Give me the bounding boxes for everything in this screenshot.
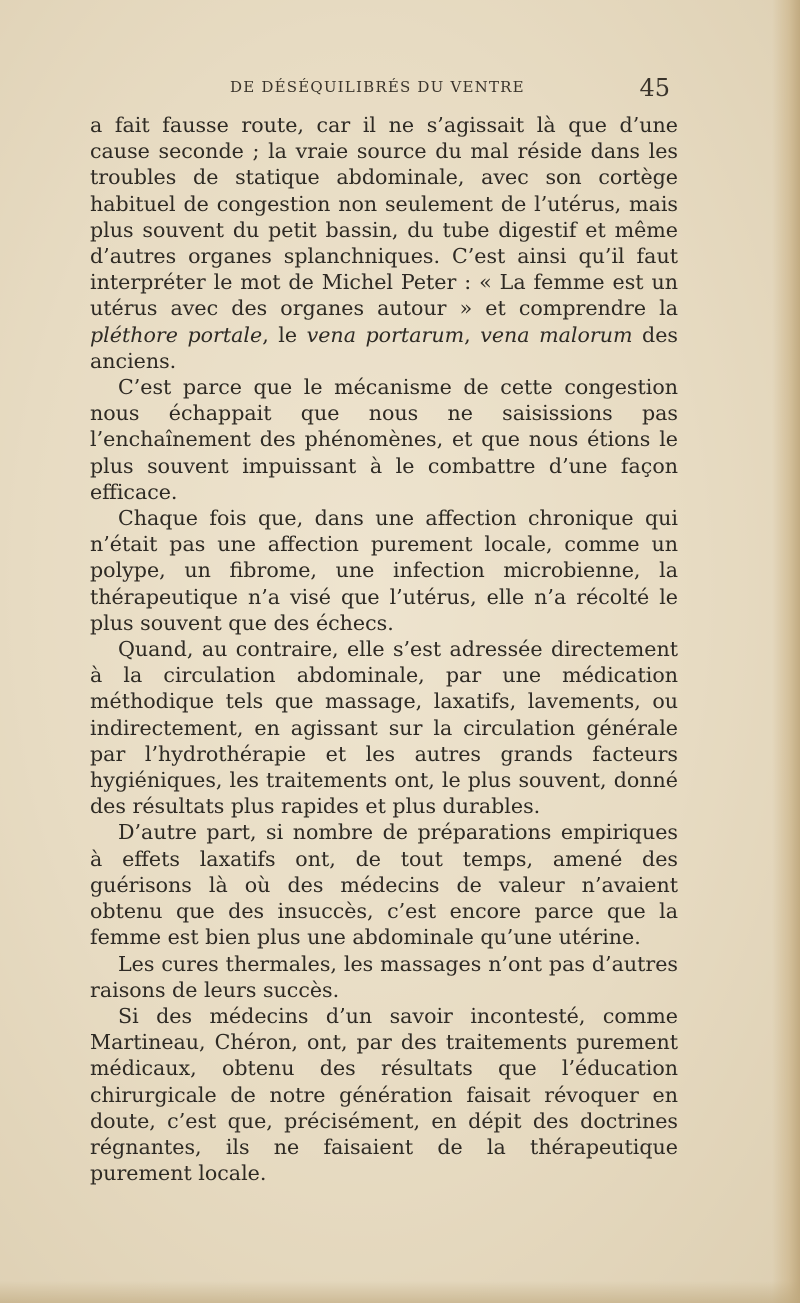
page-number: 45 (639, 74, 670, 102)
paragraph-7: Si des médecins d’un savoir incontesté, comme Martineau, Chéron, ont, par des traitements purement médicaux, obtenu des résultats que l’éducation chirurgicale de notre génération faisait révoquer en doute, c’est que, précisément, en dépit des doctrines régnantes, ils ne faisaient de la thérapeutique purement locale. (90, 1003, 678, 1186)
paragraph-6: Les cures thermales, les massages n’ont pas d’autres raisons de leurs succès. (90, 951, 678, 1002)
paragraph-3: Chaque fois que, dans une affection chronique qui n’était pas une affection purement locale, comme un polype, un fibrome, une infection microbienne, la thérapeutique n’a visé que l’utérus, elle n’a récolté le plus souvent que des échecs. (90, 506, 678, 635)
page-edge-shadow (772, 0, 800, 1303)
page-bottom-shadow (0, 1281, 800, 1303)
paragraph-5: D’autre part, si nombre de préparations empiriques à effets laxatifs ont, de tout temps, amené des guérisons là où des médecins de valeur n’avaient obtenu que des insuccès, c’est encore parce que la femme est bien plus une abdominale qu’une utérine. (90, 820, 678, 950)
page-header (230, 74, 670, 104)
paragraph-4: Quand, au contraire, elle s’est adressée directement à la circulation abdominale, par une médication méthodique tels que massage, laxatifs, lavements, ou indirectement, en agissant sur la circulation générale par l’hydrothérapie et les autres grands facteurs hygiéniques, les traitements ont, le plus souvent, donné des résultats plus rapides et plus durables. (90, 637, 678, 819)
paragraph-1: a fait fausse route, car il ne s’agissait là que d’une cause seconde ; la vraie source du mal réside dans les troubles de statique abdominale, avec son cortège habituel de congestion non seulement de l’utérus, mais plus souvent du petit bassin, du tube digestif et même d’autres organes splanchniques. C’est ainsi qu’il faut interpréter le mot de Michel Peter : « La femme est un utérus avec des organes autour » et comprendre la pléthore portale, le vena portarum, vena malorum des anciens. (90, 113, 678, 373)
paragraph-2: C’est parce que le mécanisme de cette congestion nous échappait que nous ne saisissions pas l’enchaînement des phénomènes, et que nous étions le plus souvent impuissant à le combattre d’une façon efficace. (90, 375, 678, 504)
running-title: DE DÉSÉQUILIBRÉS DU VENTRE (230, 78, 525, 96)
body-text (90, 112, 678, 1186)
